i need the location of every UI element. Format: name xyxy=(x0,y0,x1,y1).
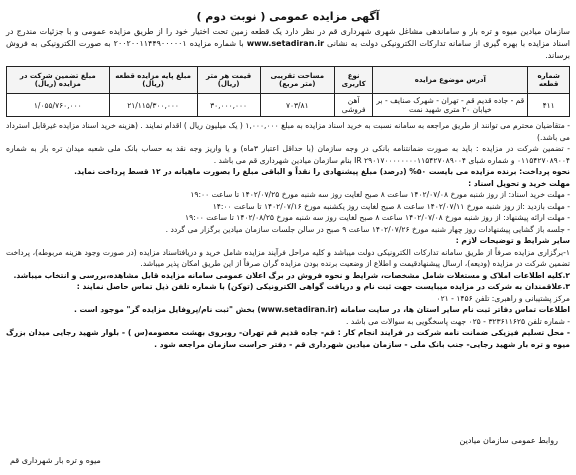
table-row xyxy=(7,94,570,117)
col-header-lot-number: شماره قطعه xyxy=(528,67,570,94)
condition-3: ۳.علاقمندان به شرکت در مزایده میبایست جهت ثبت نام و دریافت گواهی الکترونیکی (توکن) با شماره تلفن ذیل تماس حاصل نمایند : xyxy=(76,282,570,291)
doc-fee-line: - متقاضیان محترم می توانند از طریق مراجعه به سامانه نسبت به خرید اسناد مزایده به مبلغ ۱,۰۰۰,۰۰۰ ( یک میلیون ریال ) اقدام نمایند . (هزینه خرید اسناد مزایده غیرقابل استرداد می باشد.) xyxy=(6,121,570,142)
offer-deadline-line: - مهلت ارائه پیشنهاد: از روز شنبه مورخ ۱۴۰۲/۰۷/۰۸ ساعت ۸ صبح لغایت روز سه شنبه مورخ ۱۴۰۲/۰۸/۲۵ تا ساعت ۱۹:۰۰ xyxy=(185,213,570,222)
opening-session-line: - جلسه باز گشایی پیشنهادات روز چهار شنبه مورخ ۱۴۰۲/۰۷/۲۶ ساعت ۹ صبح در سالن جلسات سازمان میادین برگزار می گردد . xyxy=(165,224,570,234)
condition-2: ۲.کلیه اطلاعات املاک و مستغلات شامل مشخصات، شرایط و نحوه فروش در برگ اعلان عمومی سامانه مزایده قابل مشاهده،بررسی و انتخاب میباشد. xyxy=(13,270,570,280)
intro-paragraph xyxy=(6,26,570,62)
ad-title: آگهی مزایده عمومی ( نوبت دوم ) xyxy=(196,10,380,23)
setadiran-link[interactable]: www.setadiran.ir xyxy=(246,39,325,48)
cell-deposit: ۱/۰۵۵/۷۶۰,۰۰۰ xyxy=(7,94,110,117)
col-header-deposit: مبلغ تضمین شرکت در مزایده (ریال) xyxy=(7,67,110,94)
intro-text: سازمان میادین میوه و تره بار و ساماندهی مشاغل شهری شهرداری قم در نظر دارد یک قطعه زمین تحت اختیار خود را از طریق مزایده عمومی و با جزئیات مندرج در اسناد مزایده با بهره گیری از سامانه تدارکات الکترونیکی دولت به نشانی xyxy=(6,27,571,48)
support-phone-line: مرکز پشتیبانی و راهبری: تلفن ۱۴۵۶ - ۰۲۱ xyxy=(436,293,570,303)
registration-info-line: اطلاعات تماس دفاتر ثبت نام سایر استان ها، در سایت سامانه (www.setadiran.ir) بخش "ثبت نام/پروفایل مزایده گر" موجود است . xyxy=(73,305,570,314)
payment-method-line: نحوه پرداخت: برنده مزایده می بایست ۵۰% (درصد) مبلغ پیشنهادی را نقداً و الباقی مبلغ را بصورت ماهیانه در ۱۲ قسط پرداخت نماید. xyxy=(74,167,570,176)
intro-text-2: با شماره مزایده ۲۰۰۲۰۰۱۱۴۴۹۰۰۰۰۰۱ به صورت الکترونیکی به فروش برساند. xyxy=(6,39,570,60)
col-header-area: مساحت تقریبی (متر مربع) xyxy=(260,67,334,94)
cell-area: ۷۰۳/۸۱ xyxy=(260,94,334,117)
conditions-body xyxy=(6,120,570,350)
col-header-address: آدرس موضوع مزایده xyxy=(373,67,528,94)
guarantee-delivery-line: - محل تسلیم فیزیکی ضمانت نامه شرکت در فرایند انجام کار : قم- جاده قدیم قم تهران- روبروی بهشت معصومه(س ) - بلوار شهید رجایی میدان بزرگ میوه و تره بار شهید رجایی- جنب بانک ملی - سازمان میادین شهرداری قم - دفتر حراست سازمان مراجعه شود . xyxy=(6,328,570,349)
guarantee-line: - تضمین شرکت در مزایده : باید به صورت ضمانتنامه بانکی در وجه سازمان (با حداقل اعتبار ۳ماه) و یا واریز وجه نقد به حساب بانک ملی شعبه میدان تره بار به شماره ۰۱۱۵۴۲۷۰۸۹۰۰۴ و شماره شبای IR ۲۹۰۱۷۰۰۰۰۰۰۰۰۱۱۵۴۲۷۰۸۹۰۰۴ بنام سازمان میادین شهرداری قم می باشد . xyxy=(6,144,570,165)
cell-price-per-meter: ۳۰,۰۰۰,۰۰۰ xyxy=(197,94,260,117)
visit-deadline-line: - مهلت بازدید :از روز شنبه مورخ ۱۴۰۲/۰۷/۱۱ ساعت ۸ صبح لغایت روز یکشنبه مورخ ۱۴۰۲/۰۷/۱۶ تا ساعت ۱۴:۰۰ xyxy=(212,201,570,211)
table-header-row xyxy=(7,67,570,94)
organization-name: میوه و تره بار شهرداری قم xyxy=(10,456,101,465)
cell-lot-number: ۴۱۱ xyxy=(528,94,570,117)
cell-usage: آهن فروشی xyxy=(334,94,372,117)
public-relations-signature: روابط عمومی سازمان میادین xyxy=(459,436,558,445)
organization-signature xyxy=(10,455,101,467)
col-header-base-price: مبلغ پایه مزایده قطعه (ریال) xyxy=(109,67,197,94)
purchase-deadline-line: - مهلت خرید اسناد: از روز شنبه مورخ ۱۴۰۲/۰۷/۰۸ ساعت ۸ صبح لغایت روز سه شنبه مورخ ۱۴۰۲/۰۷/۲۵ تا ساعت ۱۹:۰۰ xyxy=(190,190,570,199)
auction-lots-table xyxy=(6,66,570,117)
other-conditions-heading: سایر شرایط و توضیحات لازم : xyxy=(455,236,570,245)
deadlines-heading: مهلت خرید و تحویل اسناد : xyxy=(468,178,570,188)
col-header-price-per-meter: قیمت هر متر (ریال) xyxy=(197,67,260,94)
contact-phone-line: - شماره تلفن ۳۲۳۶۱۱۶۲۵ - ۰۲۵ جهت پاسخگویی به سوالات می باشد . xyxy=(346,316,570,326)
condition-1: ۱-برگزاری مزایده صرفاً از طریق سامانه تدارکات الکترونیکی دولت میباشد و کلیه مراحل فرآیند مزایده شامل خرید و دریافتاسناد مزایده (در صورت وجود هزینه مربوطه)، پرداخت تضمین شرکت در مزایده (ودیعه)، ارسال پیشنهادقیمت و اطلاع از وضعیت برنده بودن مزایده گران صرفاً از این طریق امکان پذیر میباشد. xyxy=(6,247,570,268)
cell-base-price: ۲۱/۱۱۵/۳۰۰,۰۰۰ xyxy=(109,94,197,117)
col-header-usage: نوع کاربری xyxy=(334,67,372,94)
cell-address: قم - جاده قدیم قم - تهران - شهرک صنایف - بر خیابان ۲۰ متری شهید نمت xyxy=(373,94,528,117)
